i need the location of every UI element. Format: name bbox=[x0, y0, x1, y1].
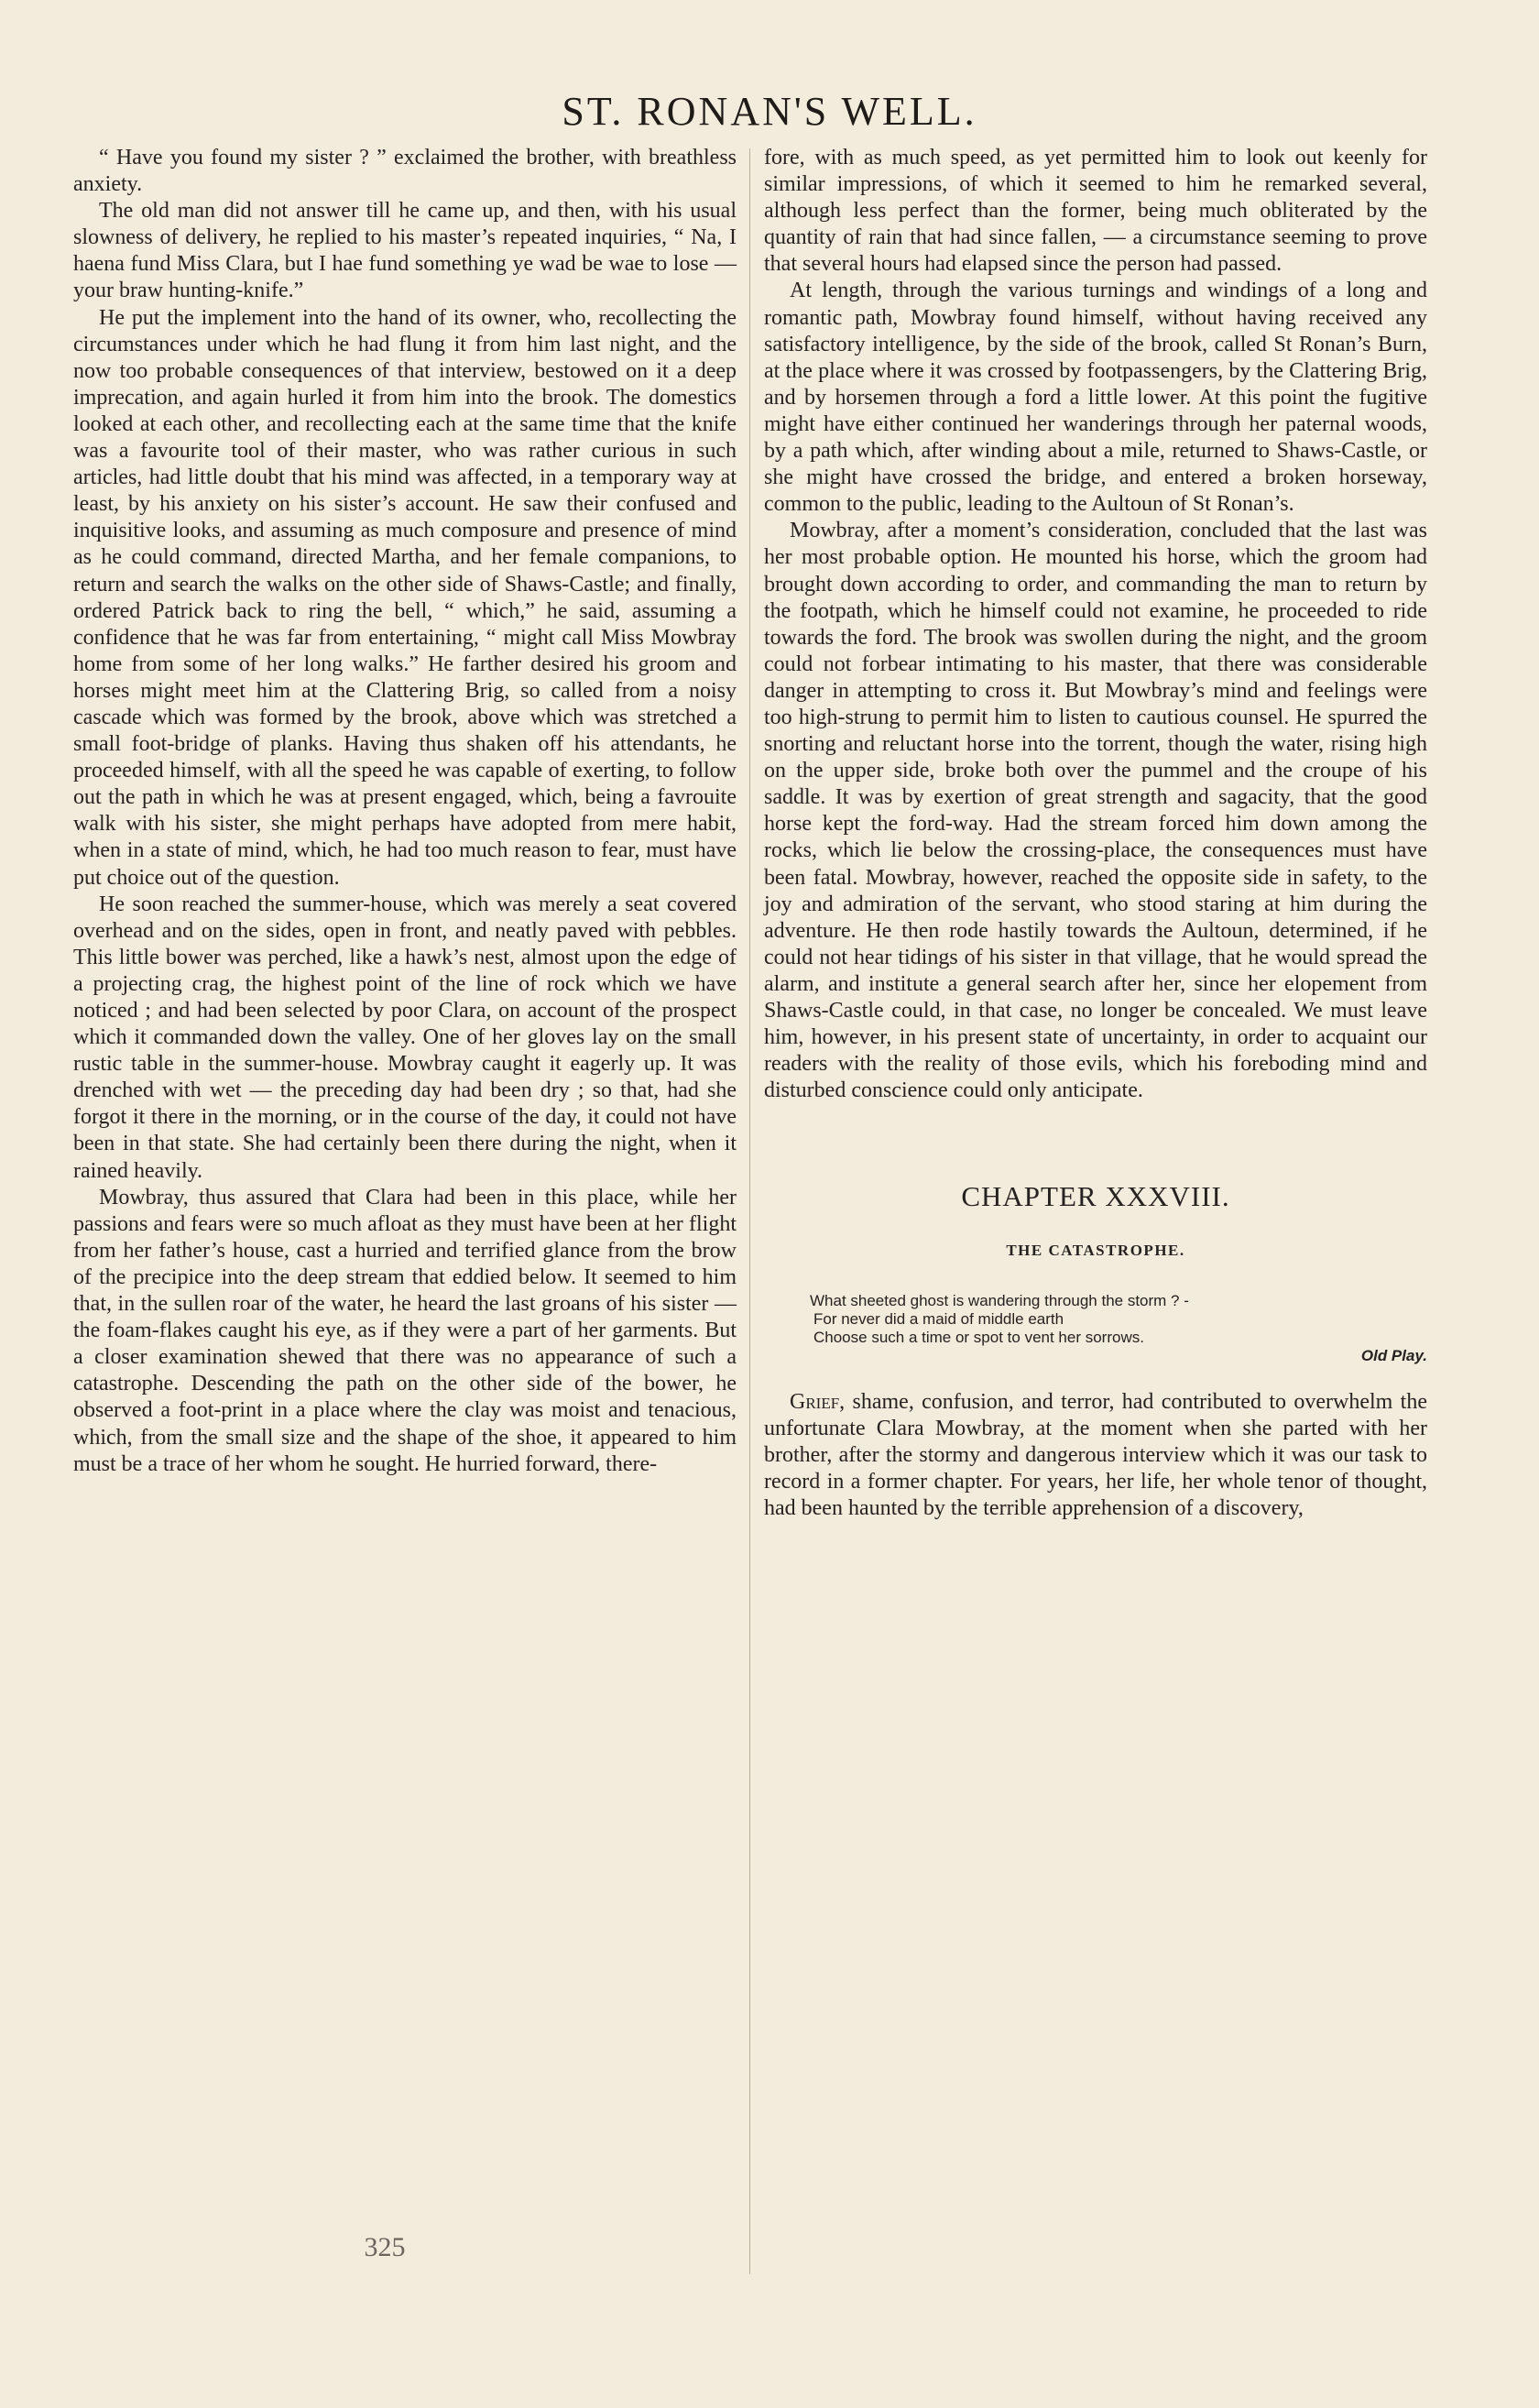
chapter-first-word: Grief, bbox=[790, 1389, 846, 1414]
right-column bbox=[764, 145, 1427, 1522]
epigraph-line: For never did a maid of middle earth bbox=[813, 1309, 1064, 1328]
chapter-subtitle: THE CATASTROPHE. bbox=[1006, 1242, 1185, 1260]
left-column bbox=[73, 145, 737, 1478]
epigraph-line: What sheeted ghost is wandering through the storm ? - bbox=[810, 1291, 1189, 1309]
paragraph: Mowbray, thus assured that Clara had been in this place, while her passions and fears were so much afloat as they must have been at her flight from her father’s house, cast a hurried and terrified glance from the brow of the precipice into the deep stream that eddied below. It seemed to him that, in the sullen roar of the water, he heard the last groans of his sister — the foam-flakes caught his eye, as if they were a part of her garments. But a closer examination shewed that there was no appearance of such a catastrophe. Descending the path on the other side of the bower, he observed a foot-print in a place where the clay was moist and tenacious, which, from the small size and the shape of the shoe, it appeared to him must be a trace of her whom he sought. He hurried forward, there- bbox=[73, 1185, 737, 1476]
page-number: 325 bbox=[364, 2232, 406, 2262]
chapter-opening-text: shame, confusion, and terror, had contributed to overwhelm the unfortunate Clara Mowbray, at the moment when she parted with her brother, after the stormy and dangerous interview which it was our task to record in a former chapter. For years, her life, her whole tenor of thought, had been haunted by the terrible apprehension of a discovery, bbox=[764, 1389, 1427, 1520]
epigraph-attribution: Old Play. bbox=[1360, 1346, 1427, 1364]
page-title: ST. RONAN'S WELL. bbox=[562, 89, 977, 134]
chapter-opening-paragraph bbox=[764, 1389, 1427, 1522]
paragraph: The old man did not answer till he came up, and then, with his usual slowness of delivery, he replied to his master’s repeated inquiries, “ Na, I haena fund Miss Clara, but I hae fund something ye wad be wae to lose — your braw hunting-knife.” bbox=[73, 199, 737, 303]
chapter-heading: CHAPTER XXXVIII. bbox=[961, 1180, 1230, 1213]
paragraph: He put the implement into the hand of its owner, who, recollecting the circumstances under which he had flung it from him last night, and the now too probable consequences of that interview, bestowed on it a deep imprecation, and again hurled it from him into the brook. The domestics looked at each other, and recollecting each at the same time that the knife was a favourite tool of their master, who was rather curious in such articles, had little doubt that his mind was affected, in a temporary way at least, by his anxiety on his sister’s account. He saw their confused and inquisitive looks, and assuming as much composure and presence of mind as he could command, directed Martha, and her female companions, to return and search the walks on the other side of Shaws-Castle; and finally, ordered Patrick back to ring the bell, “ which,” he said, assuming a confidence that he was far from entertaining, “ might call Miss Mowbray home from some of her long walks.” He farther desired his groom and horses might meet him at the Clattering Brig, so called from a noisy cascade which was formed by the brook, above which was stretched a small foot-bridge of planks. Having thus shaken off his attendants, he proceeded himself, with all the speed he was capable of exerting, to follow out the path in which he was at present engaged, which, being a favrouite walk with his sister, she might perhaps have adopted from mere habit, when in a state of mind, which, he had too much reason to fear, must have put choice out of the question. bbox=[73, 305, 737, 890]
paragraph: “ Have you found my sister ? ” exclaimed the brother, with breathless anxiety. bbox=[73, 146, 737, 197]
epigraph bbox=[810, 1292, 1427, 1365]
paragraph: fore, with as much speed, as yet permitted him to look out keenly for similar impressions, of which it seemed to him he remarked several, although less perfect than the former, being much obliterated by the quantity of rain that had since fallen, — a circumstance seeming to prove that several hours had elapsed since the person had passed. bbox=[764, 146, 1427, 277]
epigraph-line: Choose such a time or spot to vent her sorrows. bbox=[813, 1328, 1144, 1346]
paragraph: At length, through the various turnings and windings of a long and romantic path, Mowbray found himself, without having received any satisfactory intelligence, by the side of the brook, called St Ronan’s Burn, at the place where it was crossed by footpassengers, by the Clattering Brig, and by horsemen through a ford a little lower. At this point the fugitive might have either continued her wanderings through her paternal woods, by a path which, after winding about a mile, returned to Shaws-Castle, or she might have crossed the bridge, and entered a broken horseway, common to the public, leading to the Aultoun of St Ronan’s. bbox=[764, 279, 1427, 517]
column-divider bbox=[749, 148, 750, 2274]
paragraph: Mowbray, after a moment’s consideration, concluded that the last was her most probable option. He mounted his horse, which the groom had brought down according to order, and commanding the man to return by the footpath, which he himself could not examine, he proceeded to ride towards the ford. The brook was swollen during the night, and the groom could not forbear intimating to his master, that there was considerable danger in attempting to cross it. But Mowbray’s mind and feelings were too high-strung to permit him to listen to cautious counsel. He spurred the snorting and reluctant horse into the torrent, though the water, rising high on the upper side, broke both over the pummel and the croupe of his saddle. It was by exertion of great strength and sagacity, that the good horse kept the ford-way. Had the stream forced him down among the rocks, which lie below the crossing-place, the consequences must have been fatal. Mowbray, however, reached the opposite side in safety, to the joy and admiration of the servant, who stood staring at him during the adventure. He then rode hastily towards the Aultoun, determined, if he could not hear tidings of his sister in that village, that he would spread the alarm, and institute a general search after her, since her elopement from Shaws-Castle could, in that case, no longer be concealed. We must leave him, however, in his present state of uncertainty, in order to acquaint our readers with the reality of those evils, which his foreboding mind and disturbed conscience could only anticipate. bbox=[764, 519, 1427, 1103]
paragraph: He soon reached the summer-house, which was merely a seat covered overhead and on the sides, open in front, and neatly paved with pebbles. This little bower was perched, like a hawk’s nest, almost upon the edge of a projecting crag, the highest point of the line of rock which we have noticed ; and had been selected by poor Clara, on account of the prospect which it commanded down the valley. One of her gloves lay on the small rustic table in the summer-house. Mowbray caught it eagerly up. It was drenched with wet — the preceding day had been dry ; so that, had she forgot it there in the morning, or in the course of the day, it could not have been in that state. She had certainly been there during the night, when it rained heavily. bbox=[73, 892, 737, 1183]
